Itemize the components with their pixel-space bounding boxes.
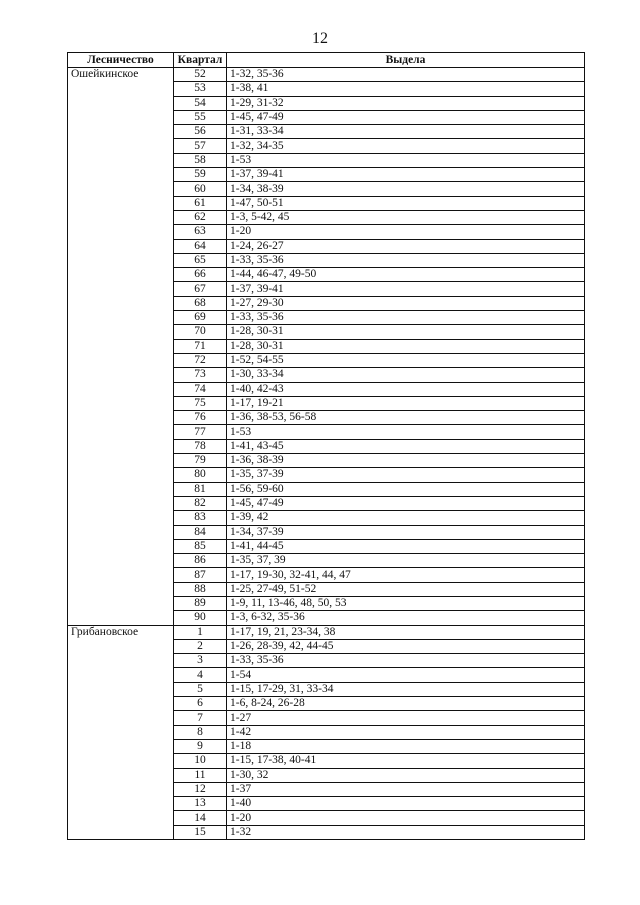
quarter-cell: 53	[174, 82, 227, 96]
quarter-cell: 57	[174, 139, 227, 153]
plots-cell: 1-36, 38-53, 56-58	[227, 411, 585, 425]
plots-cell: 1-45, 47-49	[227, 110, 585, 124]
plots-cell: 1-32, 35-36	[227, 68, 585, 82]
quarter-cell: 62	[174, 210, 227, 224]
quarter-cell: 90	[174, 611, 227, 625]
quarter-cell: 66	[174, 268, 227, 282]
quarter-cell: 15	[174, 825, 227, 839]
header-quarter: Квартал	[174, 53, 227, 68]
quarter-cell: 14	[174, 811, 227, 825]
quarter-cell: 59	[174, 168, 227, 182]
plots-cell: 1-33, 35-36	[227, 654, 585, 668]
plots-cell: 1-28, 30-31	[227, 325, 585, 339]
plots-cell: 1-40	[227, 797, 585, 811]
plots-cell: 1-25, 27-49, 51-52	[227, 582, 585, 596]
quarter-cell: 64	[174, 239, 227, 253]
plots-cell: 1-37, 39-41	[227, 282, 585, 296]
plots-cell: 1-42	[227, 725, 585, 739]
quarter-cell: 10	[174, 754, 227, 768]
plots-cell: 1-33, 35-36	[227, 311, 585, 325]
quarter-cell: 61	[174, 196, 227, 210]
quarter-cell: 77	[174, 425, 227, 439]
plots-cell: 1-27	[227, 711, 585, 725]
quarter-cell: 9	[174, 739, 227, 753]
quarter-cell: 54	[174, 96, 227, 110]
plots-cell: 1-54	[227, 668, 585, 682]
table-body	[68, 68, 585, 840]
quarter-cell: 82	[174, 496, 227, 510]
plots-cell: 1-3, 6-32, 35-36	[227, 611, 585, 625]
quarter-cell: 74	[174, 382, 227, 396]
quarter-cell: 65	[174, 253, 227, 267]
plots-cell: 1-28, 30-31	[227, 339, 585, 353]
quarter-cell: 68	[174, 296, 227, 310]
quarter-cell: 75	[174, 396, 227, 410]
plots-cell: 1-33, 35-36	[227, 253, 585, 267]
plots-cell: 1-37	[227, 782, 585, 796]
quarter-cell: 78	[174, 439, 227, 453]
plots-cell: 1-26, 28-39, 42, 44-45	[227, 639, 585, 653]
quarter-cell: 58	[174, 153, 227, 167]
plots-cell: 1-44, 46-47, 49-50	[227, 268, 585, 282]
plots-cell: 1-15, 17-38, 40-41	[227, 754, 585, 768]
plots-cell: 1-32	[227, 825, 585, 839]
forestry-name: Грибановское	[68, 625, 174, 839]
quarter-cell: 79	[174, 454, 227, 468]
quarter-cell: 3	[174, 654, 227, 668]
plots-cell: 1-53	[227, 425, 585, 439]
plots-cell: 1-32, 34-35	[227, 139, 585, 153]
quarter-cell: 63	[174, 225, 227, 239]
plots-cell: 1-17, 19-21	[227, 396, 585, 410]
quarter-cell: 52	[174, 68, 227, 82]
quarter-cell: 76	[174, 411, 227, 425]
quarter-cell: 87	[174, 568, 227, 582]
plots-cell: 1-30, 32	[227, 768, 585, 782]
table-row	[68, 68, 585, 82]
plots-cell: 1-9, 11, 13-46, 48, 50, 53	[227, 596, 585, 610]
plots-cell: 1-30, 33-34	[227, 368, 585, 382]
quarter-cell: 70	[174, 325, 227, 339]
quarter-cell: 5	[174, 682, 227, 696]
forestry-name: Ошейкинское	[68, 68, 174, 626]
plots-cell: 1-40, 42-43	[227, 382, 585, 396]
quarter-cell: 73	[174, 368, 227, 382]
quarter-cell: 60	[174, 182, 227, 196]
plots-cell: 1-6, 8-24, 26-28	[227, 697, 585, 711]
plots-cell: 1-56, 59-60	[227, 482, 585, 496]
quarter-cell: 80	[174, 468, 227, 482]
quarter-cell: 88	[174, 582, 227, 596]
plots-cell: 1-35, 37-39	[227, 468, 585, 482]
plots-cell: 1-20	[227, 811, 585, 825]
plots-cell: 1-29, 31-32	[227, 96, 585, 110]
quarter-cell: 83	[174, 511, 227, 525]
table-row	[68, 625, 585, 639]
quarter-cell: 67	[174, 282, 227, 296]
quarter-cell: 55	[174, 110, 227, 124]
plots-cell: 1-38, 41	[227, 82, 585, 96]
quarter-cell: 7	[174, 711, 227, 725]
quarter-cell: 72	[174, 353, 227, 367]
plots-cell: 1-31, 33-34	[227, 125, 585, 139]
quarter-cell: 8	[174, 725, 227, 739]
quarter-cell: 81	[174, 482, 227, 496]
plots-cell: 1-3, 5-42, 45	[227, 210, 585, 224]
header-forestry: Лесничество	[68, 53, 174, 68]
quarter-cell: 84	[174, 525, 227, 539]
quarter-cell: 4	[174, 668, 227, 682]
plots-cell: 1-41, 44-45	[227, 539, 585, 553]
quarter-cell: 1	[174, 625, 227, 639]
quarter-cell: 69	[174, 311, 227, 325]
plots-cell: 1-36, 38-39	[227, 454, 585, 468]
plots-cell: 1-41, 43-45	[227, 439, 585, 453]
plots-cell: 1-18	[227, 739, 585, 753]
plots-cell: 1-20	[227, 225, 585, 239]
plots-cell: 1-53	[227, 153, 585, 167]
quarter-cell: 13	[174, 797, 227, 811]
quarter-cell: 11	[174, 768, 227, 782]
plots-cell: 1-52, 54-55	[227, 353, 585, 367]
quarter-cell: 12	[174, 782, 227, 796]
plots-cell: 1-35, 37, 39	[227, 554, 585, 568]
header-plots: Выдела	[227, 53, 585, 68]
plots-cell: 1-24, 26-27	[227, 239, 585, 253]
quarter-cell: 56	[174, 125, 227, 139]
plots-cell: 1-37, 39-41	[227, 168, 585, 182]
plots-cell: 1-47, 50-51	[227, 196, 585, 210]
quarter-cell: 71	[174, 339, 227, 353]
quarter-cell: 85	[174, 539, 227, 553]
forestry-table	[67, 52, 585, 840]
quarter-cell: 2	[174, 639, 227, 653]
table-header-row	[68, 53, 585, 68]
plots-cell: 1-34, 38-39	[227, 182, 585, 196]
plots-cell: 1-45, 47-49	[227, 496, 585, 510]
plots-cell: 1-34, 37-39	[227, 525, 585, 539]
quarter-cell: 6	[174, 697, 227, 711]
plots-cell: 1-17, 19-30, 32-41, 44, 47	[227, 568, 585, 582]
plots-cell: 1-17, 19, 21, 23-34, 38	[227, 625, 585, 639]
plots-cell: 1-15, 17-29, 31, 33-34	[227, 682, 585, 696]
quarter-cell: 86	[174, 554, 227, 568]
page-number: 12	[312, 30, 328, 47]
quarter-cell: 89	[174, 596, 227, 610]
plots-cell: 1-27, 29-30	[227, 296, 585, 310]
plots-cell: 1-39, 42	[227, 511, 585, 525]
